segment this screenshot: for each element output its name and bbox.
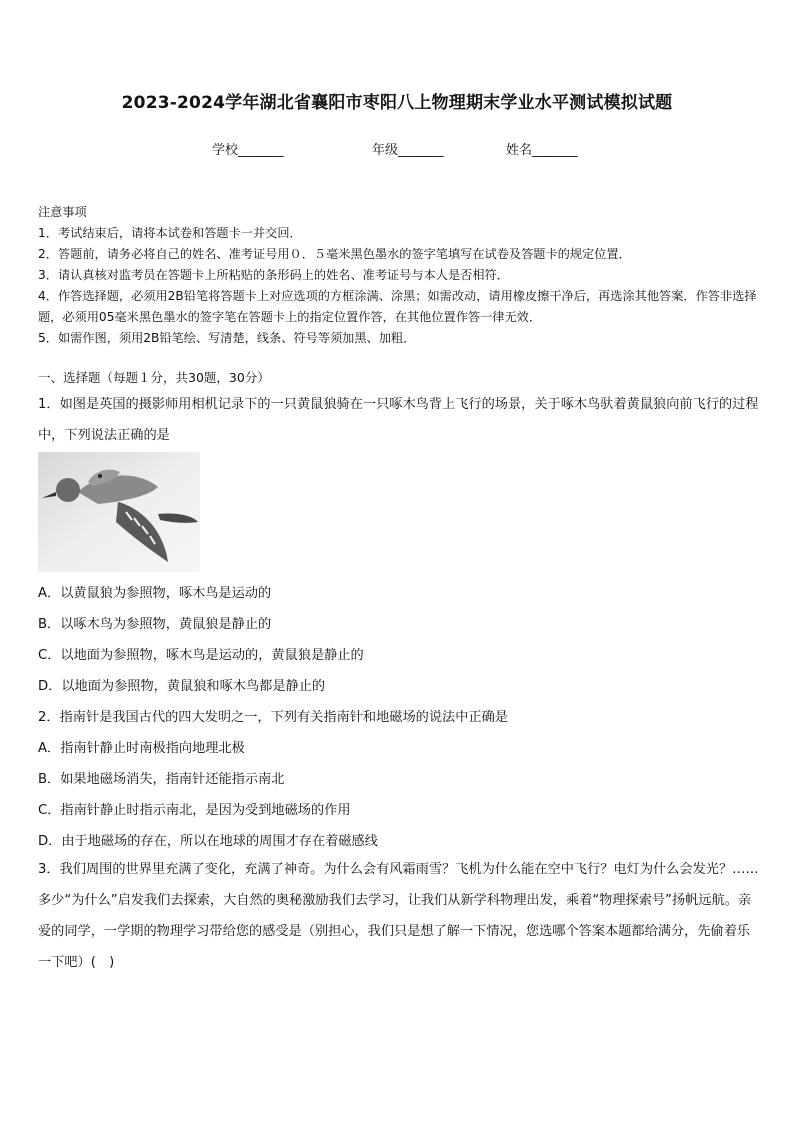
section-heading: 一、选择题（每题１分，共30题，30分）: [38, 370, 270, 385]
answer-option: B．以啄木鸟为参照物，黄鼠狼是静止的: [38, 617, 272, 632]
answer-option: B．如果地磁场消失，指南针还能指示南北: [38, 772, 285, 787]
name-field: 姓名_______: [506, 143, 578, 158]
notice-item: 3．请认真核对监考员在答题卡上所粘贴的条形码上的姓名、准考证号与本人是否相符．: [38, 268, 509, 282]
answer-option: D．由于地磁场的存在，所以在地球的周围才存在着磁感线: [38, 834, 378, 849]
question-stem: 1．如图是英国的摄影师用相机记录下的一只黄鼠狼骑在一只啄木鸟背上飞行的场景，关于啄木鸟驮着黄鼠狼向前飞行的过程中，下列说法正确的是: [38, 397, 759, 443]
school-field: 学校_______: [212, 143, 284, 158]
answer-option: A．指南针静止时南极指向地理北极: [38, 741, 245, 756]
notice-block: [38, 202, 758, 349]
answer-option: A．以黄鼠狼为参照物，啄木鸟是运动的: [38, 586, 272, 601]
answer-option: C．以地面为参照物，啄木鸟是运动的，黄鼠狼是静止的: [38, 648, 364, 663]
notice-item: 1．考试结束后，请将本试卷和答题卡一并交回．: [38, 226, 302, 240]
notice-item: 5．如需作图，须用2B铅笔绘、写清楚，线条、符号等须加黑、加粗．: [38, 331, 416, 345]
notice-item: 4．作答选择题，必须用2B铅笔将答题卡上对应选项的方框涂满、涂黑；如需改动，请用橡皮擦干净后，再选涂其他答案．作答非选择题，必须用05毫米黑色墨水的签字笔在答题卡上的指定位置作答，在其他位置作答一律无效．: [38, 289, 757, 324]
grade-field: 年级_______: [372, 143, 444, 158]
question-stem: 3．我们周围的世界里充满了变化，充满了神奇。为什么会有风霜雨雪？飞机为什么能在空中飞行？电灯为什么会发光？……多少“为什么”启发我们去探索，大自然的奥秘激励我们去学习，让我们从新学科物理出发，乘着“物理探索号”扬帆远航。亲爱的同学，一学期的物理学习带给您的感受是（别担心，我们只是想了解一下情况，您选哪个答案本题都给满分，先偷着乐一下吧）( ): [38, 862, 759, 970]
question-stem: 2．指南针是我国古代的四大发明之一，下列有关指南针和地磁场的说法中正确是: [38, 710, 508, 725]
notice-item: 2．答题前，请务必将自己的姓名、准考证号用０．５毫米黑色墨水的签字笔填写在试卷及答题卡的规定位置．: [38, 247, 631, 261]
notice-heading: 注意事项: [38, 205, 87, 219]
answer-option: C．指南针静止时指示南北，是因为受到地磁场的作用: [38, 803, 351, 818]
answer-option: D．以地面为参照物，黄鼠狼和啄木鸟都是静止的: [38, 679, 326, 694]
student-info-row: [0, 139, 794, 159]
page-title: 2023-2024学年湖北省襄阳市枣阳八上物理期末学业水平测试模拟试题: [121, 93, 673, 113]
woodpecker-weasel-photo: [38, 452, 200, 572]
